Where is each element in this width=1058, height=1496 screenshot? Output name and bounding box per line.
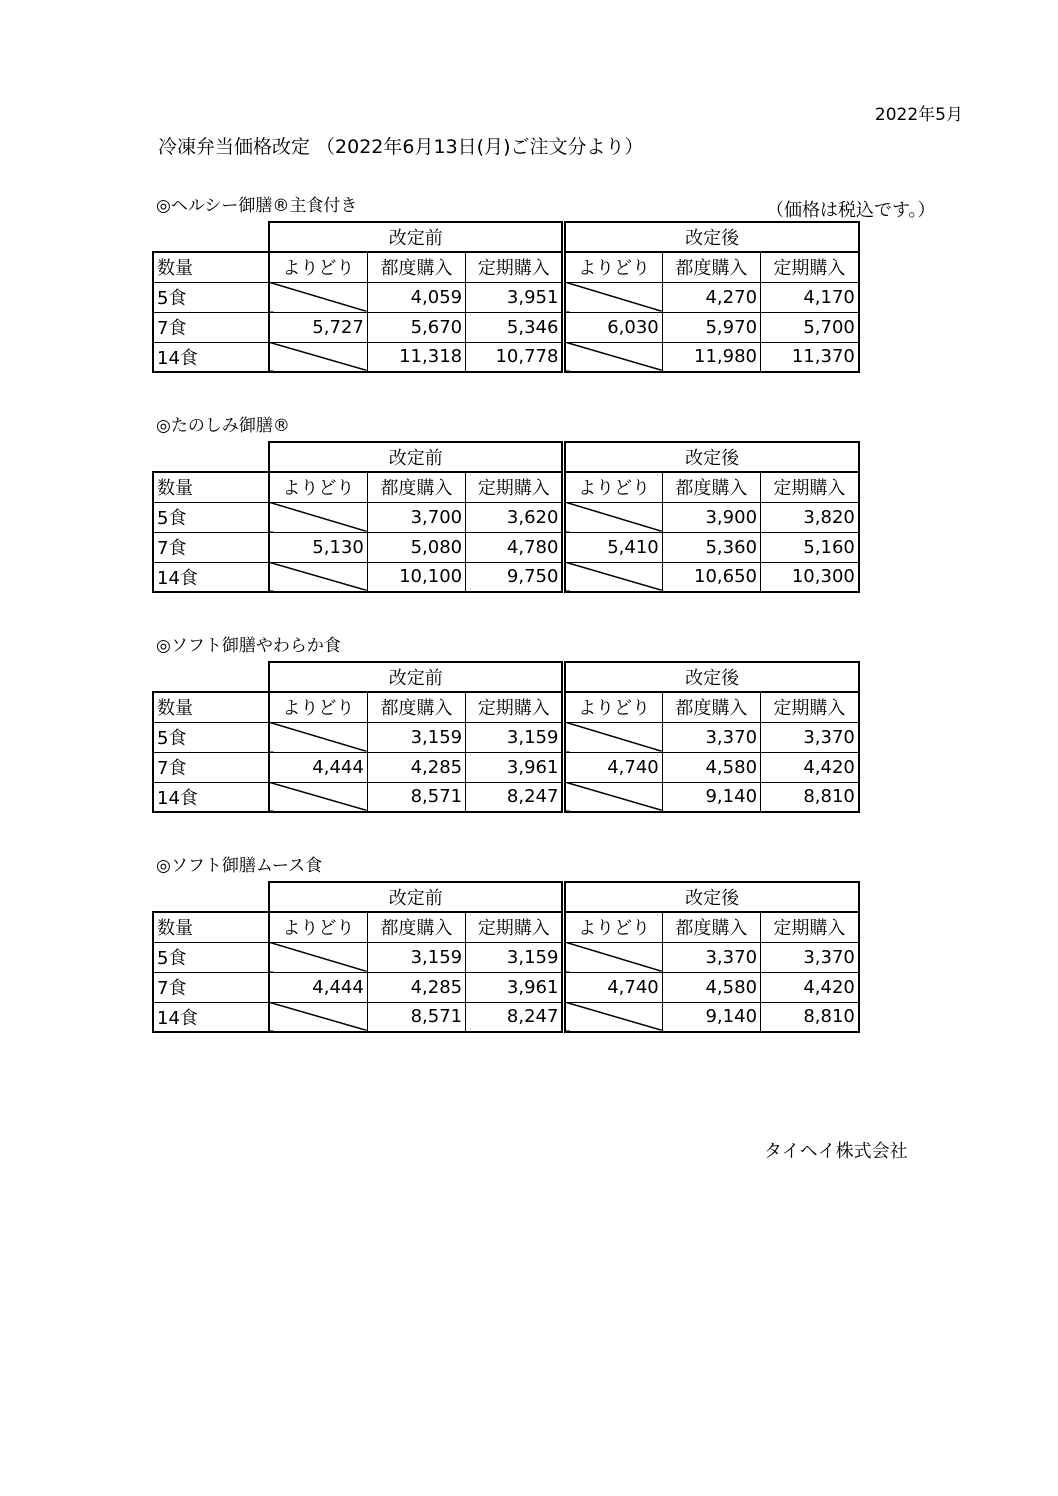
column-header-row — [153, 912, 859, 942]
price-cell: 4,740 — [564, 752, 662, 782]
table-row — [153, 942, 859, 972]
price-cell: 5,727 — [269, 312, 367, 342]
quantity-cell: 5食 — [153, 282, 269, 312]
not-applicable-cell — [269, 502, 367, 532]
quantity-cell: 14食 — [153, 562, 269, 592]
document-title: 冷凍弁当価格改定 （2022年6月13日(月)ご注文分より） — [158, 136, 644, 158]
price-cell: 3,900 — [662, 502, 760, 532]
not-applicable-cell — [269, 782, 367, 812]
price-cell: 3,159 — [367, 722, 465, 752]
column-header: 数量 — [153, 252, 269, 282]
quantity-cell: 7食 — [153, 532, 269, 562]
not-applicable-cell — [564, 1002, 662, 1032]
price-cell: 4,444 — [269, 752, 367, 782]
empty-cell — [153, 222, 269, 252]
group-after-header: 改定後 — [564, 222, 859, 252]
price-section — [152, 635, 858, 813]
table-row — [153, 972, 859, 1002]
price-cell: 9,750 — [466, 562, 564, 592]
price-cell: 3,159 — [466, 722, 564, 752]
quantity-cell: 7食 — [153, 972, 269, 1002]
price-cell: 9,140 — [662, 782, 760, 812]
price-cell: 5,130 — [269, 532, 367, 562]
price-cell: 10,100 — [367, 562, 465, 592]
quantity-cell: 14食 — [153, 1002, 269, 1032]
column-header: よりどり — [564, 472, 662, 502]
column-header: 定期購入 — [761, 252, 859, 282]
price-table — [152, 881, 860, 1033]
quantity-cell: 5食 — [153, 502, 269, 532]
table-row — [153, 502, 859, 532]
column-header: よりどり — [269, 912, 367, 942]
price-table — [152, 661, 860, 813]
tax-note: （価格は税込です。） — [766, 200, 936, 221]
price-cell: 3,370 — [662, 722, 760, 752]
price-cell: 4,420 — [761, 972, 859, 1002]
quantity-cell: 14食 — [153, 782, 269, 812]
group-before-header: 改定前 — [269, 222, 564, 252]
not-applicable-cell — [564, 942, 662, 972]
not-applicable-cell — [564, 282, 662, 312]
column-header: 定期購入 — [466, 252, 564, 282]
price-cell: 4,420 — [761, 752, 859, 782]
column-header: 定期購入 — [466, 472, 564, 502]
price-cell: 3,961 — [466, 972, 564, 1002]
price-cell: 4,059 — [367, 282, 465, 312]
column-header-row — [153, 252, 859, 282]
column-header: 都度購入 — [662, 692, 760, 722]
column-header-row — [153, 692, 859, 722]
column-header: 定期購入 — [466, 912, 564, 942]
column-header: 定期購入 — [466, 692, 564, 722]
not-applicable-cell — [564, 782, 662, 812]
price-cell: 4,444 — [269, 972, 367, 1002]
price-cell: 5,160 — [761, 532, 859, 562]
column-header: よりどり — [269, 472, 367, 502]
price-cell: 9,140 — [662, 1002, 760, 1032]
price-cell: 8,810 — [761, 1002, 859, 1032]
price-section — [152, 415, 858, 593]
section-title: ◎ソフト御膳やわらか食 — [156, 636, 341, 656]
group-after-header: 改定後 — [564, 662, 859, 692]
price-cell: 11,318 — [367, 342, 465, 372]
price-cell: 10,300 — [761, 562, 859, 592]
price-cell: 3,370 — [761, 722, 859, 752]
price-cell: 4,580 — [662, 752, 760, 782]
price-table — [152, 441, 860, 593]
price-cell: 4,270 — [662, 282, 760, 312]
column-header: 定期購入 — [761, 692, 859, 722]
column-header: 定期購入 — [761, 912, 859, 942]
column-header: 都度購入 — [367, 252, 465, 282]
group-header-row — [153, 222, 859, 252]
price-section — [152, 855, 858, 1033]
price-cell: 10,650 — [662, 562, 760, 592]
price-cell: 8,571 — [367, 782, 465, 812]
column-header: よりどり — [269, 252, 367, 282]
price-cell: 8,247 — [466, 782, 564, 812]
document-date: 2022年5月 — [874, 105, 963, 125]
table-row — [153, 532, 859, 562]
empty-cell — [153, 442, 269, 472]
not-applicable-cell — [564, 342, 662, 372]
group-before-header: 改定前 — [269, 882, 564, 912]
column-header: 都度購入 — [367, 472, 465, 502]
column-header: 都度購入 — [367, 692, 465, 722]
column-header: よりどり — [269, 692, 367, 722]
price-cell: 8,571 — [367, 1002, 465, 1032]
table-row — [153, 282, 859, 312]
table-row — [153, 752, 859, 782]
quantity-cell: 7食 — [153, 752, 269, 782]
price-cell: 5,410 — [564, 532, 662, 562]
column-header-row — [153, 472, 859, 502]
price-cell: 8,810 — [761, 782, 859, 812]
price-cell: 3,159 — [466, 942, 564, 972]
table-row — [153, 562, 859, 592]
table-row — [153, 342, 859, 372]
quantity-cell: 5食 — [153, 942, 269, 972]
quantity-cell: 5食 — [153, 722, 269, 752]
table-row — [153, 782, 859, 812]
price-cell: 3,370 — [662, 942, 760, 972]
price-cell: 6,030 — [564, 312, 662, 342]
price-cell: 4,780 — [466, 532, 564, 562]
price-cell: 10,778 — [466, 342, 564, 372]
price-cell: 4,285 — [367, 752, 465, 782]
not-applicable-cell — [564, 562, 662, 592]
column-header: よりどり — [564, 912, 662, 942]
price-cell: 5,080 — [367, 532, 465, 562]
group-before-header: 改定前 — [269, 442, 564, 472]
price-cell: 4,740 — [564, 972, 662, 1002]
group-header-row — [153, 662, 859, 692]
price-cell: 3,159 — [367, 942, 465, 972]
table-row — [153, 312, 859, 342]
table-row — [153, 722, 859, 752]
not-applicable-cell — [269, 942, 367, 972]
quantity-cell: 14食 — [153, 342, 269, 372]
not-applicable-cell — [564, 502, 662, 532]
price-cell: 3,370 — [761, 942, 859, 972]
not-applicable-cell — [269, 282, 367, 312]
empty-cell — [153, 662, 269, 692]
column-header: 定期購入 — [761, 472, 859, 502]
price-cell: 3,820 — [761, 502, 859, 532]
column-header: よりどり — [564, 692, 662, 722]
group-after-header: 改定後 — [564, 882, 859, 912]
group-header-row — [153, 882, 859, 912]
group-after-header: 改定後 — [564, 442, 859, 472]
column-header: 数量 — [153, 692, 269, 722]
price-table — [152, 221, 860, 373]
not-applicable-cell — [269, 342, 367, 372]
column-header: 都度購入 — [662, 912, 760, 942]
not-applicable-cell — [564, 722, 662, 752]
section-title: ◎ソフト御膳ムース食 — [156, 856, 323, 876]
price-cell: 4,170 — [761, 282, 859, 312]
group-header-row — [153, 442, 859, 472]
price-cell: 3,951 — [466, 282, 564, 312]
price-cell: 11,370 — [761, 342, 859, 372]
price-cell: 4,285 — [367, 972, 465, 1002]
column-header: 数量 — [153, 912, 269, 942]
section-title: ◎ヘルシー御膳®主食付き — [156, 196, 358, 216]
column-header: 都度購入 — [662, 252, 760, 282]
price-cell: 3,961 — [466, 752, 564, 782]
price-cell: 5,970 — [662, 312, 760, 342]
price-section — [152, 195, 858, 373]
price-cell: 3,620 — [466, 502, 564, 532]
price-cell: 4,580 — [662, 972, 760, 1002]
not-applicable-cell — [269, 1002, 367, 1032]
column-header: 都度購入 — [367, 912, 465, 942]
section-title: ◎たのしみ御膳® — [156, 416, 290, 436]
not-applicable-cell — [269, 562, 367, 592]
table-row — [153, 1002, 859, 1032]
column-header: 数量 — [153, 472, 269, 502]
price-cell: 5,360 — [662, 532, 760, 562]
price-cell: 5,346 — [466, 312, 564, 342]
price-cell: 11,980 — [662, 342, 760, 372]
empty-cell — [153, 882, 269, 912]
price-cell: 5,670 — [367, 312, 465, 342]
column-header: 都度購入 — [662, 472, 760, 502]
price-cell: 8,247 — [466, 1002, 564, 1032]
not-applicable-cell — [269, 722, 367, 752]
quantity-cell: 7食 — [153, 312, 269, 342]
company-name: タイヘイ株式会社 — [764, 1141, 908, 1162]
group-before-header: 改定前 — [269, 662, 564, 692]
price-cell: 5,700 — [761, 312, 859, 342]
price-cell: 3,700 — [367, 502, 465, 532]
column-header: よりどり — [564, 252, 662, 282]
